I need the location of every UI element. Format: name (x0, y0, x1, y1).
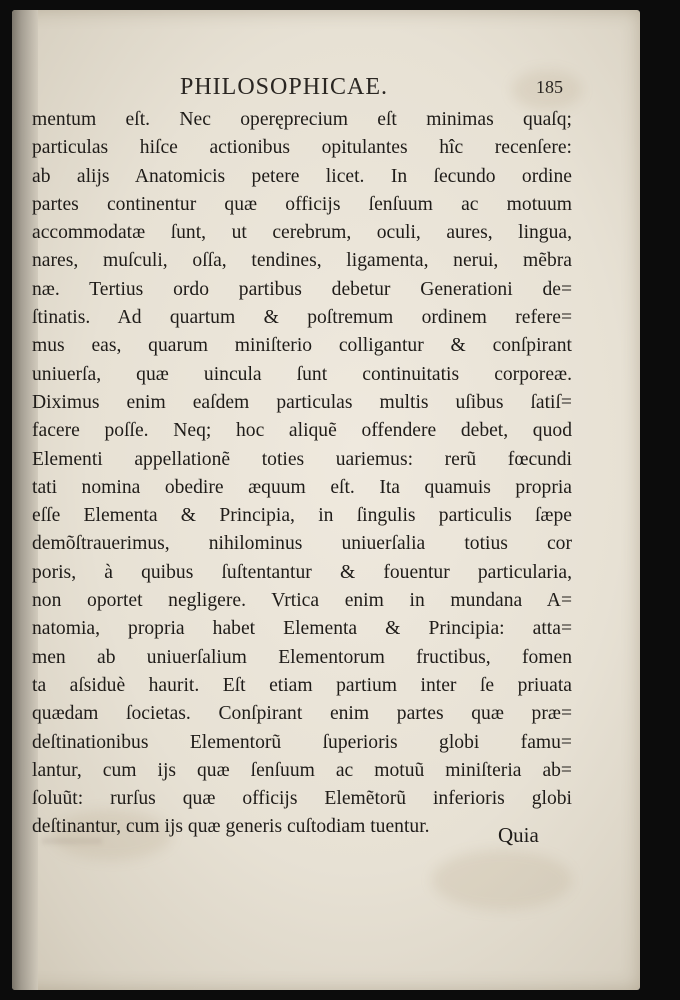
paper-stain (432, 850, 572, 910)
text-line: tati nomina obedire æquum eſt. Ita quamuis propria (32, 476, 572, 498)
text-line: næ. Tertius ordo partibus debetur Generationi de= (32, 278, 572, 300)
text-line: demõſtrauerimus, nihilominus uniuerſalia totius cor (32, 533, 572, 555)
text-line: men ab uniuerſalium Elementorum fructibus, fomen (32, 646, 572, 668)
page-leaf (12, 10, 640, 990)
page-number: 185 (536, 77, 563, 97)
text-line: mus eas, quarum miniſterio colligantur & conſpirant (32, 335, 572, 357)
text-line: ſoluũt: rurſus quæ officijs Elemẽtorũ inferioris globi (32, 788, 572, 810)
text-line: deſtinantur, cum ijs quæ generis cuſtodiam tuentur. (32, 816, 430, 838)
text-line: eſſe Elementa & Principia, in ſingulis particulis ſæpe (32, 505, 572, 527)
text-line: Elementi appellationẽ toties uariemus: rerũ fœcundi (32, 448, 572, 470)
text-line: particulas hiſce actionibus opitulantes hîc recenſere: (32, 137, 572, 159)
ink-bleed-through (42, 838, 102, 844)
text-line: poris, à quibus ſuſtentantur & fouentur particularia, (32, 561, 572, 583)
body-text (32, 106, 572, 842)
text-line: ta aſsiduè haurit. Eſt etiam partium inter ſe priuata (32, 674, 572, 696)
text-line: nares, muſculi, oſſa, tendines, ligamenta, nerui, mẽbra (32, 250, 572, 272)
text-line: natomia, propria habet Elementa & Principia: atta= (32, 618, 572, 640)
text-line: ſtinatis. Ad quartum & poſtremum ordinem refere= (32, 307, 572, 329)
text-line: accommodatæ ſunt, ut cerebrum, oculi, aures, lingua, (32, 222, 572, 244)
text-line: ab alijs Anatomicis petere licet. In ſecundo ordine (32, 165, 572, 187)
text-line: facere poſſe. Neq; hoc aliquẽ offendere debet, quod (32, 420, 572, 442)
text-line: quædam ſocietas. Conſpirant enim partes quæ præ= (32, 703, 572, 725)
text-line: deſtinationibus Elementorũ ſuperioris globi famu= (32, 731, 572, 753)
text-line: partes continentur quæ officijs ſenſuum ac motuum (32, 193, 572, 215)
running-head (12, 74, 640, 106)
text-line: non oportet negligere. Vrtica enim in mundana A= (32, 590, 572, 612)
text-line: lantur, cum ijs quæ ſenſuum ac motuũ miniſteria ab= (32, 759, 572, 781)
text-line: Diximus enim eaſdem particulas multis uſibus ſatiſ= (32, 391, 572, 413)
text-line: mentum eſt. Nec operęprecium eſt minimas quaſq; (32, 109, 572, 130)
text-line: uniuerſa, quæ uincula ſunt continuitatis corporeæ. (32, 363, 572, 385)
running-head-title: PHILOSOPHICAE. (180, 74, 389, 100)
catchword: Quia (498, 823, 539, 847)
